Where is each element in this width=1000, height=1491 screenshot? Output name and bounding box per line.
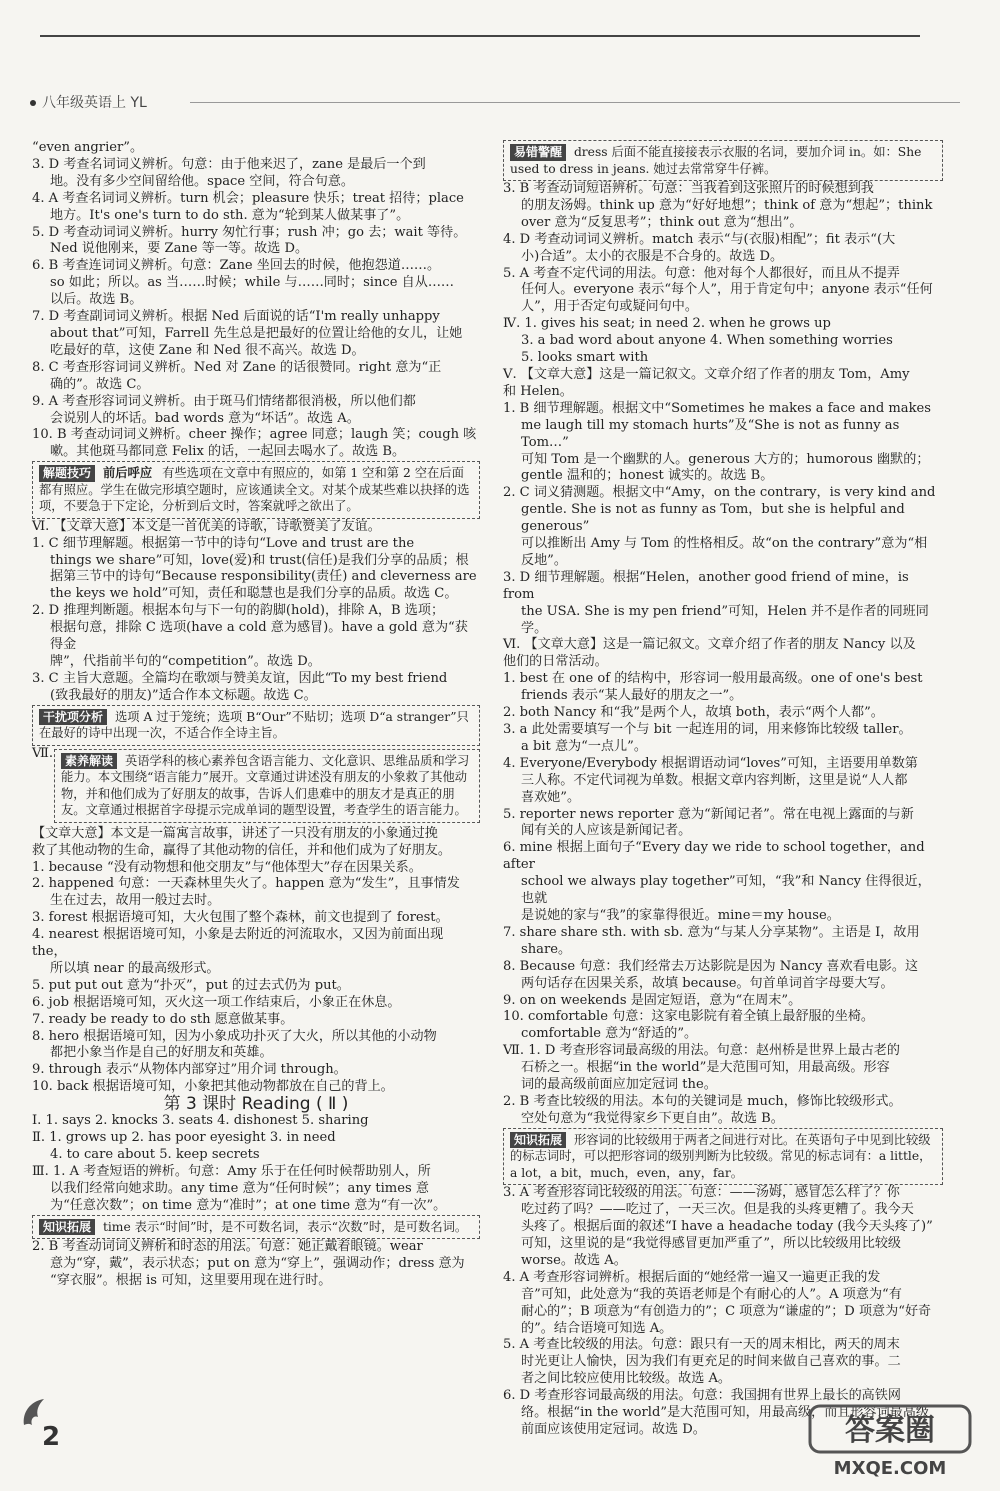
answer-line: 石桥之一。根据“in the world”是大范围可知，用最高级。形容: [521, 1060, 890, 1076]
answer-line: 5. D 考查动词词义辨析。hurry 匆忙行事；rush 冲；go 去；wait 等待。: [32, 224, 467, 240]
answer-line: comfortable 意为“舒适的”。: [521, 1026, 698, 1042]
answer-line: 救了其他动物的生命，赢得了其他动物的信任，并和他们成为了好朋友。: [32, 842, 451, 858]
answer-line: 据第三节中的诗句“Because responsibility(责任) and cleverness are: [50, 569, 477, 585]
answer-line: 1. because “没有动物想和他交朋友”与“他体型大”存在因果关系。: [32, 859, 422, 875]
answer-line: 7. ready be ready to do sth 愿意做某事。: [32, 1011, 294, 1027]
answer-line: 2. D 推理判断题。根据本句与下一句的韵脚(hold)，排除 A，B 选项；: [32, 603, 445, 619]
answer-line: 1. C 细节理解题。根据第一节中的诗句“Love and trust are the: [32, 535, 415, 551]
answer-line: 9. through 表示“从物体内部穿过”用介词 through。: [32, 1062, 347, 1078]
answer-line: 5. reporter news reporter 意为“新闻记者”。常在电视上露面的与新: [503, 806, 914, 822]
answer-line: 2. B 考查动词词义辨析和时态的用法。句意：她正戴着眼镜。wear: [32, 1239, 423, 1255]
page-header: [30, 92, 147, 112]
answer-line: 2. C 词义猜测题。根据文中“Amy，on the contrary，is very kind and: [503, 485, 936, 501]
answer-line: 根据句意，排除 C 选项(have a cold 意为感冒)。have a gold 意为“获得金: [50, 620, 468, 653]
answer-line: 空处句意为“我觉得家乡下更自由”。故选 B。: [521, 1110, 784, 1126]
answer-line: 闻有关的人应该是新闻记者。: [521, 823, 692, 839]
answer-line: 4. D 考查动词词义辨析。match 表示“与(衣服)相配”；fit 表示“(大: [503, 231, 896, 247]
tip-box-error-warning: [503, 140, 943, 181]
answer-line: 的”。结合语境可知选 A。: [521, 1320, 673, 1336]
tip-box-knowledge: [503, 1128, 943, 1186]
answer-line: 10. B 考查动词词义辨析。cheer 操作；agree 同意；laugh 笑；cough 咳: [32, 427, 477, 443]
answer-line: 9. on on weekends 是固定短语，意为“在周末”。: [503, 992, 802, 1008]
answer-line: 9. A 考查形容词词义辨析。由于斑马们情绪都很消极，所以他们都: [32, 393, 416, 409]
answer-line: 意为“穿，戴”，表示状态；put on 意为“穿上”，强调动作；dress 意为: [50, 1255, 465, 1271]
answer-line: worse。故选 A。: [521, 1252, 627, 1268]
answer-line: 者之间比较应使用比较级。故选 A。: [521, 1371, 732, 1387]
answer-line: gentle. She is not as funny as Tom，but she is helpful and generous”: [521, 502, 905, 535]
tip-text: 有些选项在文章中有照应的，如第 1 空和第 2 空在后面都有照应。学生在做完形填空题时，应该通读全文。对某个成某些难以抉择的选项，不要急于下定论，分析到后文时，答案就呼之欲出了。: [39, 466, 470, 514]
answer-line: 8. C 考查形容词词义辨析。Ned 对 Zane 的话很赞同。right 意为“正: [32, 359, 442, 375]
answer-line: a bit 意为“一点儿”。: [521, 738, 647, 754]
tip-title: 前后呼应: [102, 466, 153, 481]
tip-text: 英语学科的核心素养包含语言能力、文化意识、思维品质和学习能力。本文围绕“语言能力”展开。文章通过讲述没有朋友的小象救了其他动物，并和他们成为了好朋友的故事，告诉人们患难中的朋友才是真正的朋友。文章通过根据首字母提示完成单词的题型设置，考查学生的语言能力。: [61, 753, 470, 818]
answer-line: Ⅳ. 1. gives his seat; in need 2. when he grows up: [503, 316, 831, 332]
answer-line: 6. job 根据语境可知，灭火这一项工作结束后，小象正在休息。: [32, 994, 401, 1010]
answer-line: 6. mine 根据上面句子“Every day we ride to school together，and after: [503, 840, 925, 873]
answer-line: Ⅲ. 1. A 考查短语的辨析。句意：Amy 乐于在任何时候帮助别人，所: [32, 1163, 431, 1179]
answer-line: 吃过药了吗？——吃过了，一天三次。但是我的头疼更糟了。我今天: [521, 1202, 914, 1218]
answer-line: 为“任意次数”；on time 意为“准时”；at one time 意为“有一次”。: [50, 1197, 447, 1213]
answer-line: 3. C 主旨大意题。全篇均在歌颂与赞美友谊，因此“To my best friend: [32, 670, 448, 686]
answer-line: 和 Helen。: [503, 383, 573, 399]
right-column: [503, 140, 943, 1439]
left-answers-4: [32, 1113, 480, 1214]
answer-line: 地方。It's one's turn to do sth. 意为“轮到某人做某事了”。: [50, 207, 410, 223]
answer-line: 所以填 near 的最高级形式。: [50, 960, 220, 976]
answer-line: 可知，这里说的是“我觉得感冒更加严重了”，所以比较级用比较级: [521, 1235, 902, 1251]
answer-line: over 意为“反复思考”；think out 意为“想出”。: [521, 214, 803, 230]
tip-tag: 干扰项分析: [39, 709, 107, 726]
tip-tag: 素养解读: [61, 753, 117, 770]
left-answers-2: [32, 519, 480, 705]
svg-text:MXQE.COM: MXQE.COM: [833, 1458, 947, 1479]
answer-line: 10. back 根据语境可知，小象把其他动物都放在自己的背上。: [32, 1079, 394, 1095]
tip-tag: 知识拓展: [510, 1132, 566, 1149]
answer-line: 地。没有多少空间留给他。space 空间，符合句意。: [50, 173, 355, 189]
answer-line: “even angrier”。: [32, 140, 144, 155]
page-number: 2: [42, 1422, 61, 1452]
tip-box-problem-solving: [32, 461, 480, 519]
left-answers-3: [32, 826, 480, 1097]
answer-line: 4. nearest 根据语境可知，小象是去附近的河流取水，又因为前面出现 the，: [32, 927, 444, 960]
answer-line: 3. B 考查动词短语辨析。句意：当我看到这张照片的时候想到我: [503, 181, 874, 196]
answer-line: 5. A 考查比较级的用法。句意：跟只有一天的周末相比，两天的周末: [503, 1337, 900, 1353]
left-answers-1: [32, 140, 480, 461]
answer-line: Ⅵ. 【文章大意】这是一篇记叙文。文章介绍了作者的朋友 Nancy 以及: [503, 637, 916, 653]
answer-line: 7. D 考查副词词义辨析。根据 Ned 后面说的话“I'm really unhappy: [32, 309, 440, 325]
answer-line: 吃最好的草，这使 Zane 和 Ned 很不高兴。故选 D。: [50, 342, 365, 358]
answer-line: 络。根据“in the world”是大范围可知，用最高级，而且形容词最高级: [521, 1405, 929, 1421]
answer-line: 以我们经常向她求助。any time 意为“任何时候”；any times 意: [50, 1180, 429, 1196]
answer-line: so 如此；所以。as 当……时候；while 与……同时；since 自从……: [50, 275, 455, 291]
answer-line: 反地”。: [521, 552, 567, 568]
answer-line: 5. put put out 意为“扑灭”，put 的过去式仍为 put。: [32, 977, 350, 993]
tip-text: 形容词的比较级用于两者之间进行对比。在英语句子中见到比较级的标志词时，可以把形容词的级别判断为比较级。常见的标志词有：a little，a lot，a bit，much，even，any，far。: [510, 1132, 932, 1180]
answer-line: 生在过去，故用一般过去时。: [50, 893, 221, 909]
answer-line: 3. D 考查名词词义辨析。句意：由于他来迟了，zane 是最后一个到: [32, 156, 426, 172]
answer-line: about that”可知，Farrell 先生总是把最好的位置让给他的女儿，让她: [50, 325, 463, 341]
answer-line: 6. D 考查形容词最高级的用法。句意：我国拥有世界上最长的高铁网: [503, 1388, 901, 1404]
answer-line: things we share”可知，love(爱)和 trust(信任)是我们分享的品质；根: [50, 552, 469, 568]
answer-line: Ⅵ. 【文章大意】本文是一首优美的诗歌，诗歌赞美了友谊。: [32, 518, 381, 534]
answer-line: 可知 Tom 是一个幽默的人。generous 大方的；humorous 幽默的；: [521, 451, 930, 467]
answer-line: 2. both Nancy 和“我”是两个人，故填 both，表示“两个人都”。: [503, 705, 884, 721]
answer-line: 小)合适”。太小的衣服是不合身的。故选 D。: [521, 248, 784, 264]
answer-line: 5. A 考查不定代词的用法。句意：他对每个人都很好，而且从不提弄: [503, 265, 900, 281]
top-rule: [40, 35, 920, 37]
tip-tag: 解题技巧: [39, 465, 95, 482]
answer-line: 以后。故选 B。: [50, 292, 143, 308]
answer-line: 4. Everyone/Everybody 根据谓语动词“loves”可知，主语要用单数第: [503, 755, 918, 771]
answer-line: 4. to care about 5. keep secrets: [50, 1146, 260, 1162]
answer-line: 都把小象当作是自己的好朋友和英雄。: [50, 1045, 273, 1061]
answer-line: 的朋友汤姆。think up 意为“好好地想”；think of 意为“想起”；think: [521, 197, 933, 213]
answer-line: 嗽。其他斑马都同意 Felix 的话，一起回去喝水了。故选 B。: [50, 444, 406, 460]
answer-line: share。: [521, 941, 572, 957]
answer-line: school we always play together”可知，“我”和 Nancy 住得很近，也就: [521, 874, 931, 907]
literacy-block: [32, 746, 480, 826]
left-column: [32, 140, 480, 1290]
answer-line: Ⅱ. 1. grows up 2. has poor eyesight 3. in need: [32, 1130, 336, 1145]
answer-line: 2. happened 句意：一天森林里失火了。happen 意为“发生”，且事情发: [32, 876, 460, 892]
answer-line: 1. B 细节理解题。根据文中“Sometimes he makes a face and makes: [503, 400, 931, 416]
answer-line: 任何人。everyone 表示“每个人”，用于肯定句中；anyone 表示“任何: [521, 282, 933, 298]
tip-text: 选项 A 过于笼统；选项 B“Our”不贴切；选项 D“a stranger”只在最好的诗中出现一次，不适合作全诗主旨。: [39, 709, 469, 741]
answer-line: Ⅰ. 1. says 2. knocks 3. seats 4. dishonest 5. sharing: [32, 1113, 369, 1129]
answer-line: 两句话存在因果关系，故填 because。句首单词首字母要大写。: [521, 975, 894, 991]
answer-line: Ned 说他刚来，要 Zane 等一等。故选 D。: [50, 241, 309, 257]
answer-line: 喜欢她”。: [521, 789, 581, 805]
section-label: Ⅶ.: [32, 745, 54, 761]
tip-tag: 知识拓展: [39, 1219, 95, 1236]
answer-line: 会说别人的坏话。bad words 意为“坏话”。故选 A。: [50, 410, 360, 426]
left-answers-5: [32, 1239, 480, 1290]
answer-line: 牌”，代指前半句的“competition”。故选 D。: [50, 653, 321, 669]
answer-line: 是说她的家与“我”的家靠得很近。mine＝my house。: [521, 907, 840, 923]
answer-line: 3. D 细节理解题。根据“Helen，another good friend of mine，is from: [503, 569, 909, 602]
answer-line: Ⅴ. 【文章大意】这是一篇记叙文。文章介绍了作者的朋友 Tom，Amy: [503, 366, 910, 382]
answer-line: me laugh till my stomach hurts”及“She is not as funny as Tom…”: [521, 417, 900, 450]
answer-line: gentle 温和的；honest 诚实的。故选 B。: [521, 468, 774, 484]
tip-text: dress 后面不能直接接表示衣服的名词，要加介词 in。如：She used to dress in jeans. 她过去常常穿牛仔裤。: [510, 145, 922, 176]
answer-line: the USA. She is my pen friend”可知，Helen 并不是作者的同班同学。: [521, 603, 929, 636]
answer-line: 词的最高级前面应加定冠词 the。: [521, 1077, 717, 1093]
tip-box-knowledge: [32, 1215, 480, 1240]
answer-line: 10. comfortable 句意：这家电影院有着全镇上最舒服的坐椅。: [503, 1009, 875, 1025]
answer-line: 8. Because 句意：我们经常去万达影院是因为 Nancy 喜欢看电影。这: [503, 958, 919, 974]
answer-line: 3. forest 根据语境可知，大火包围了整个森林，前文也提到了 forest。: [32, 910, 449, 926]
tip-box-literacy: [54, 749, 480, 823]
answer-line: 前面应该使用定冠词。故选 D。: [521, 1421, 706, 1437]
answer-line: 5. looks smart with: [521, 350, 649, 366]
tip-text: time 表示“时间”时，是不可数名词，表示“次数”时，是可数名词。: [102, 1219, 468, 1234]
answer-line: 时光更让人愉快，因为我们有更充足的时间来做自己喜欢的事。二: [521, 1354, 901, 1370]
answer-line: 3. a bad word about anyone 4. When something worries: [521, 333, 893, 349]
watermark-logo: [800, 1400, 980, 1480]
answer-line: the keys we hold”可知，责任和聪慧也是我们分享的品质。故选 C。: [50, 586, 458, 602]
answer-line: 音”可知，此处意为“我的英语老师是个有耐心的人”。A 项意为“有: [521, 1286, 902, 1302]
tip-box-distractor: [32, 705, 480, 746]
answer-line: Ⅶ. 1. D 考查形容词最高级的用法。句意：赵州桥是世界上最古老的: [503, 1043, 900, 1059]
answer-line: 人”，用于否定句或疑问句中。: [521, 299, 698, 315]
header-title: 八年级英语上 YL: [42, 95, 147, 111]
answer-line: 耐心的”；B 项意为“有创造力的”；C 项意为“谦虚的”；D 项意为“好奇: [521, 1303, 932, 1319]
answer-line: (致我最好的朋友)”适合作本文标题。故选 C。: [50, 687, 317, 703]
answer-line: 三人称。不定代词视为单数。根据文章内容判断，这里是说“人人都: [521, 772, 908, 788]
answer-line: friends 表示“某人最好的朋友之一”。: [521, 688, 743, 704]
answer-line: 1. best 在 one of 的结构中，形容词一般用最高级。one of one's best: [503, 671, 923, 687]
answer-line: 8. hero 根据语境可知，因为小象成功扑灭了大火，所以其他的小动物: [32, 1028, 437, 1044]
right-answers-1: [503, 181, 943, 1128]
answer-line: 可以推断出 Amy 与 Tom 的性格相反。故“on the contrary”意为“相: [521, 536, 928, 552]
answer-line: 确的”。故选 C。: [50, 376, 150, 392]
answer-line: 头疼了。根据后面的叙述“I have a headache today (我今天头疼了)”: [521, 1219, 933, 1235]
tip-tag: 易错警醒: [510, 144, 566, 161]
answer-line: 3. a 此处需要填写一个与 bit 一起连用的词，用来修饰比较级 taller。: [503, 722, 912, 737]
header-rule: [190, 102, 960, 103]
answer-line: 4. A 考查形容词辨析。根据后面的“她经常一遍又一遍更正我的发: [503, 1269, 881, 1285]
answer-line: “穿衣服”。根据 is 可知，这里要用现在进行时。: [50, 1272, 332, 1288]
answer-line: 4. A 考查名词词义辨析。turn 机会；pleasure 快乐；treat 招待；place: [32, 190, 464, 206]
svg-text:答案圈: 答案圈: [845, 1413, 935, 1448]
answer-line: 3. A 考查形容词比较级的用法。句意：——汤姆，感冒怎么样了？你: [503, 1185, 900, 1201]
answer-line: 7. share share sth. with sb. 意为“与某人分享某物”。主语是 I，故用: [503, 924, 920, 940]
answer-line: 他们的日常活动。: [503, 654, 608, 670]
answer-line: 【文章大意】本文是一篇寓言故事，讲述了一只没有朋友的小象通过挽: [32, 825, 438, 841]
answer-line: 6. B 考查连词词义辨析。句意：Zane 坐回去的时候，他抱怨道……。: [32, 258, 441, 274]
lesson-title: 第 3 课时 Reading ( Ⅱ ): [163, 1094, 349, 1115]
bullet-icon: [30, 100, 36, 106]
answer-line: 2. B 考查比较级的用法。本句的关键词是 much，修饰比较级形式。: [503, 1093, 902, 1109]
